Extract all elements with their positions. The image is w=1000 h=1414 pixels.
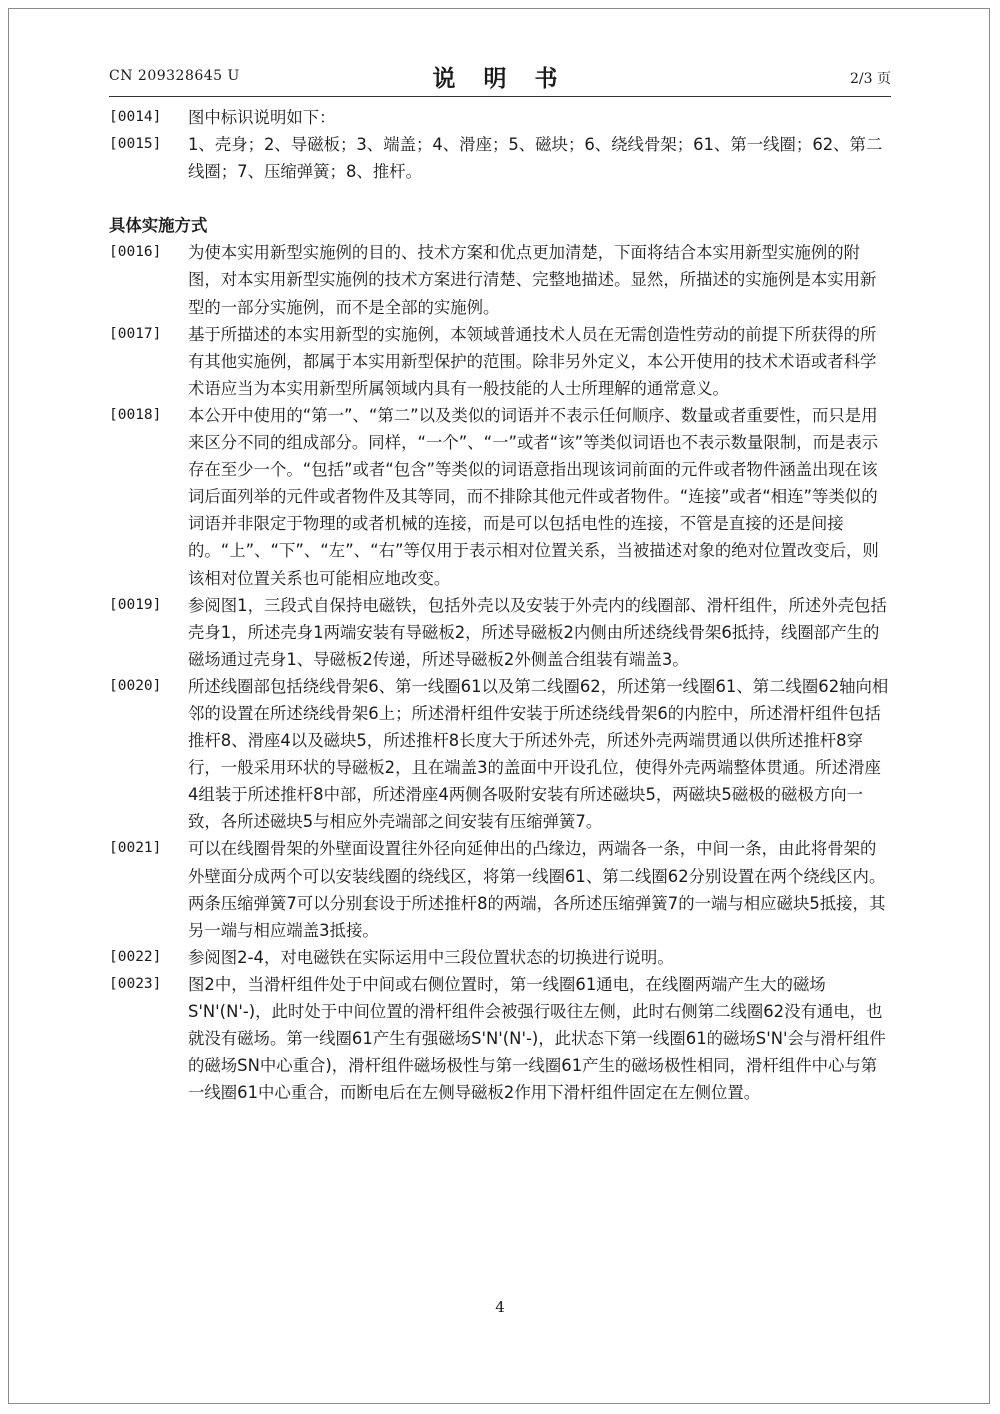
paragraph xyxy=(109,944,891,971)
document-body xyxy=(109,104,891,1106)
paragraph-number: [0020] xyxy=(109,677,162,694)
paragraph xyxy=(109,131,891,185)
paragraph xyxy=(109,592,891,673)
page-header xyxy=(109,60,891,100)
paragraph-text: 参阅图1，三段式自保持电磁铁，包括外壳以及安装于外壳内的线圈部、滑杆组件，所述外壳包括壳身1，所述壳身1两端安装有导磁板2，所述导磁板2内侧由所述绕线骨架6抵持，线圈部产生的磁场通过壳身1、导磁板2传递，所述导磁板2外侧盖合组装有端盖3。 xyxy=(188,595,887,669)
page-indicator: 2/3 页 xyxy=(850,71,891,87)
paragraph xyxy=(109,673,891,836)
paragraph xyxy=(109,104,891,131)
paragraph-number: [0022] xyxy=(109,948,162,965)
paragraph xyxy=(109,402,891,592)
paragraph-text: 可以在线圈骨架的外壁面设置往外径向延伸出的凸缘边，两端各一条，中间一条，由此将骨架的外壁面分成两个可以安装线圈的绕线区，将第一线圈61、第二线圈62分别设置在两个绕线区内。两条压缩弹簧7可以分别套设于所述推杆8的两端，各所述压缩弹簧7的一端与相应磁块5抵接，其另一端与相应端盖3抵接。 xyxy=(188,839,886,940)
header-rule xyxy=(109,96,891,97)
paragraph-text: 图2中，当滑杆组件处于中间或右侧位置时，第一线圈61通电，在线圈两端产生大的磁场S'N'(N'-)，此时处于中间位置的滑杆组件会被强行吸往左侧，此时右侧第二线圈62没有通电，也就没有磁场。第一线圈61产生有强磁场S'N'(N'-)，此状态下第一线圈61的磁场S'N'会与滑杆组件的磁场SN中心重合)，滑杆组件磁场极性与第一线圈61产生的磁场极性相同，滑杆组件中心与第一线圈61中心重合，而断电后在左侧导磁板2作用下滑杆组件固定在左侧位置。 xyxy=(188,974,886,1103)
paragraph-text: 参阅图2-4，对电磁铁在实际运用中三段位置状态的切换进行说明。 xyxy=(188,947,674,967)
paragraph xyxy=(109,835,891,943)
paragraph-text: 本公开中使用的“第一”、“第二”以及类似的词语并不表示任何顺序、数量或者重要性，而只是用来区分不同的组成部分。同样，“一个”、“一”或者“该”等类似词语也不表示数量限制，而是表示存在至少一个。“包括”或者“包含”等类似的词语意指出现该词前面的元件或者物件涵盖出现在该词后面列举的元件或者物件及其等同，而不排除其他元件或者物件。“连接”或者“相连”等类似的词语并非限定于物理的或者机械的连接，而是可以包括电性的连接，不管是直接的还是间接的。“上”、“下”、“左”、“右”等仅用于表示相对位置关系，当被描述对象的绝对位置改变后，则该相对位置关系也可能相应地改变。 xyxy=(188,405,879,588)
publication-number: CN 209328645 U xyxy=(109,68,240,84)
paragraph-text: 所述线圈部包括绕线骨架6、第一线圈61以及第二线圈62，所述第一线圈61、第二线圈62轴向相邻的设置在所述绕线骨架6上；所述滑杆组件安装于所述绕线骨架6的内腔中，所述滑杆组件包括推杆8、滑座4以及磁块5，所述推杆8长度大于所述外壳，所述外壳两端贯通以供所述推杆8穿行，一般采用环状的导磁板2，且在端盖3的盖面中开设孔位，使得外壳两端整体贯通。所述滑座4组装于所述推杆8中部，所述滑座4两侧各吸附安装有所述磁块5，两磁块5磁极的磁极方向一致，各所述磁块5与相应外壳端部之间安装有压缩弹簧7。 xyxy=(188,676,889,832)
section-heading: 具体实施方式 xyxy=(109,216,208,236)
paragraph xyxy=(109,971,891,1106)
paragraph xyxy=(109,239,891,320)
paragraph-number: [0019] xyxy=(109,596,162,613)
document-title: 说 明 书 xyxy=(432,66,568,92)
paragraph-number: [0016] xyxy=(109,244,162,261)
paragraph-text: 为使本实用新型实施例的目的、技术方案和优点更加清楚，下面将结合本实用新型实施例的附图，对本实用新型实施例的技术方案进行清楚、完整地描述。显然，所描述的实施例是本实用新型的一部分实施例，而不是全部的实施例。 xyxy=(188,243,877,317)
paragraph-text: 1、壳身；2、导磁板；3、端盖；4、滑座；5、磁块；6、绕线骨架；61、第一线圈；62、第二线圈；7、压缩弹簧；8、推杆。 xyxy=(188,135,883,182)
paragraph-text: 图中标识说明如下： xyxy=(188,108,336,127)
paragraph-number: [0021] xyxy=(109,840,162,857)
page-number: 4 xyxy=(495,1298,505,1316)
paragraph-number: [0015] xyxy=(109,136,162,153)
spacer xyxy=(109,185,891,212)
paragraph-number: [0023] xyxy=(109,975,162,992)
paragraph-number: [0018] xyxy=(109,406,162,423)
paragraph-text: 基于所描述的本实用新型的实施例，本领域普通技术人员在无需创造性劳动的前提下所获得的所有其他实施例，都属于本实用新型保护的范围。除非另外定义，本公开使用的技术术语或者科学术语应当为本实用新型所属领域内具有一般技能的人士所理解的通常意义。 xyxy=(188,324,877,398)
paragraph xyxy=(109,321,891,402)
paragraph-number: [0017] xyxy=(109,325,162,342)
paragraph-number: [0014] xyxy=(109,109,162,125)
